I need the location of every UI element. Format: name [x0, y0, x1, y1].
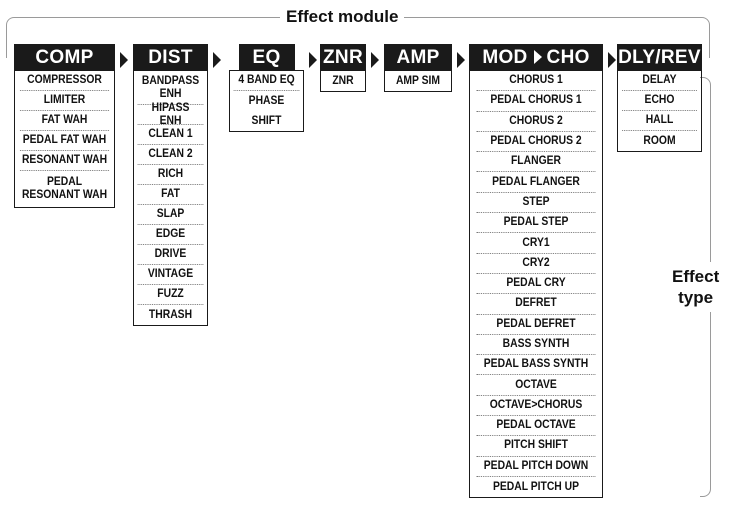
effect-type-item: PEDAL FAT WAH	[20, 131, 109, 151]
effect-type-list	[229, 70, 304, 132]
effect-type-label: Effect type	[670, 262, 721, 312]
effect-type-item: CLEAN 1	[138, 125, 204, 145]
effect-type-item: PEDAL BASS SYNTH	[477, 355, 596, 375]
effect-type-item: DRIVE	[138, 245, 204, 265]
module-name: COMP	[35, 47, 94, 68]
effect-module-label: Effect module	[280, 7, 404, 27]
effect-type-item: PEDAL OCTAVE	[477, 416, 596, 436]
effect-type-item: OCTAVE>CHORUS	[477, 396, 596, 416]
effect-type-item: PEDAL DEFRET	[477, 315, 596, 335]
arrow-right-icon	[309, 52, 317, 68]
module-header	[320, 44, 366, 70]
module-header	[384, 44, 452, 70]
effect-type-item: BASS SYNTH	[477, 335, 596, 355]
arrow-right-icon	[534, 50, 542, 64]
effect-type-item: PEDAL PITCH UP	[492, 480, 580, 493]
effect-type-item: 4 BAND EQ	[234, 71, 300, 91]
effect-type-item: ZNR	[332, 74, 354, 87]
module-header	[469, 44, 603, 70]
effect-type-item: SHIFT	[251, 114, 282, 127]
effect-type-item: PHASE	[248, 94, 285, 107]
effect-type-item: FUZZ	[138, 285, 204, 305]
effect-type-item: PITCH SHIFT	[477, 436, 596, 456]
effect-type-item: LIMITER	[20, 91, 109, 111]
effect-type-item: AMP SIM	[395, 74, 441, 87]
module-name: ZNR	[323, 47, 363, 68]
effect-type-item: EDGE	[138, 225, 204, 245]
effect-type-list	[384, 70, 452, 92]
module-name: DIST	[148, 47, 193, 68]
module-header	[14, 44, 115, 70]
arrow-right-icon	[120, 52, 128, 68]
effect-type-item: FAT WAH	[20, 111, 109, 131]
effect-type-item: CRY2	[477, 254, 596, 274]
effect-type-item: RICH	[138, 165, 204, 185]
arrow-right-icon	[457, 52, 465, 68]
effect-type-item: PEDAL STEP	[477, 213, 596, 233]
module-name: EQ	[252, 47, 281, 68]
module-name-suffix: CHO	[546, 47, 590, 68]
module-header	[133, 44, 208, 70]
effect-type-item: COMPRESSOR	[20, 71, 109, 91]
arrow-right-icon	[371, 52, 379, 68]
module-header	[239, 44, 295, 70]
arrow-right-icon	[608, 52, 616, 68]
effect-type-item: CHORUS 2	[477, 112, 596, 132]
effect-type-list	[14, 70, 115, 208]
effect-type-item: HIPASS ENH	[138, 105, 204, 125]
effect-type-item: PEDAL CHORUS 1	[477, 91, 596, 111]
effect-type-list	[617, 70, 702, 152]
module-name: DLY/REV	[618, 47, 701, 68]
effect-type-item: HALL	[622, 111, 697, 131]
effect-type-item: DELAY	[622, 71, 697, 91]
effect-type-item: PEDAL PITCH DOWN	[477, 457, 596, 477]
effect-type-item: STEP	[477, 193, 596, 213]
effect-type-item: PEDAL FLANGER	[477, 172, 596, 192]
module-name: AMP	[396, 47, 440, 68]
effect-type-item: SLAP	[138, 205, 204, 225]
module-name: MOD	[482, 47, 528, 68]
effect-type-item: BANDPASS ENH	[138, 71, 204, 105]
effect-type-item: PEDAL RESONANT WAH	[21, 176, 108, 201]
effect-type-item: RESONANT WAH	[20, 151, 109, 171]
effect-type-list	[133, 70, 208, 326]
effect-type-item: FLANGER	[477, 152, 596, 172]
effect-type-item: CLEAN 2	[138, 145, 204, 165]
effect-type-item: OCTAVE	[477, 375, 596, 395]
effect-type-item: ROOM	[643, 134, 676, 147]
effect-type-item: VINTAGE	[138, 265, 204, 285]
effect-type-list	[469, 70, 603, 498]
arrow-right-icon	[213, 52, 221, 68]
effect-type-item: PEDAL CHORUS 2	[477, 132, 596, 152]
effect-type-item: FAT	[138, 185, 204, 205]
effect-type-item: ECHO	[622, 91, 697, 111]
effect-type-item: PEDAL CRY	[477, 274, 596, 294]
effect-type-item: THRASH	[148, 308, 193, 321]
effect-type-item: DEFRET	[477, 294, 596, 314]
effect-type-list	[320, 70, 366, 92]
effect-type-item: CHORUS 1	[477, 71, 596, 91]
module-header	[617, 44, 702, 70]
effect-type-item: CRY1	[477, 233, 596, 253]
